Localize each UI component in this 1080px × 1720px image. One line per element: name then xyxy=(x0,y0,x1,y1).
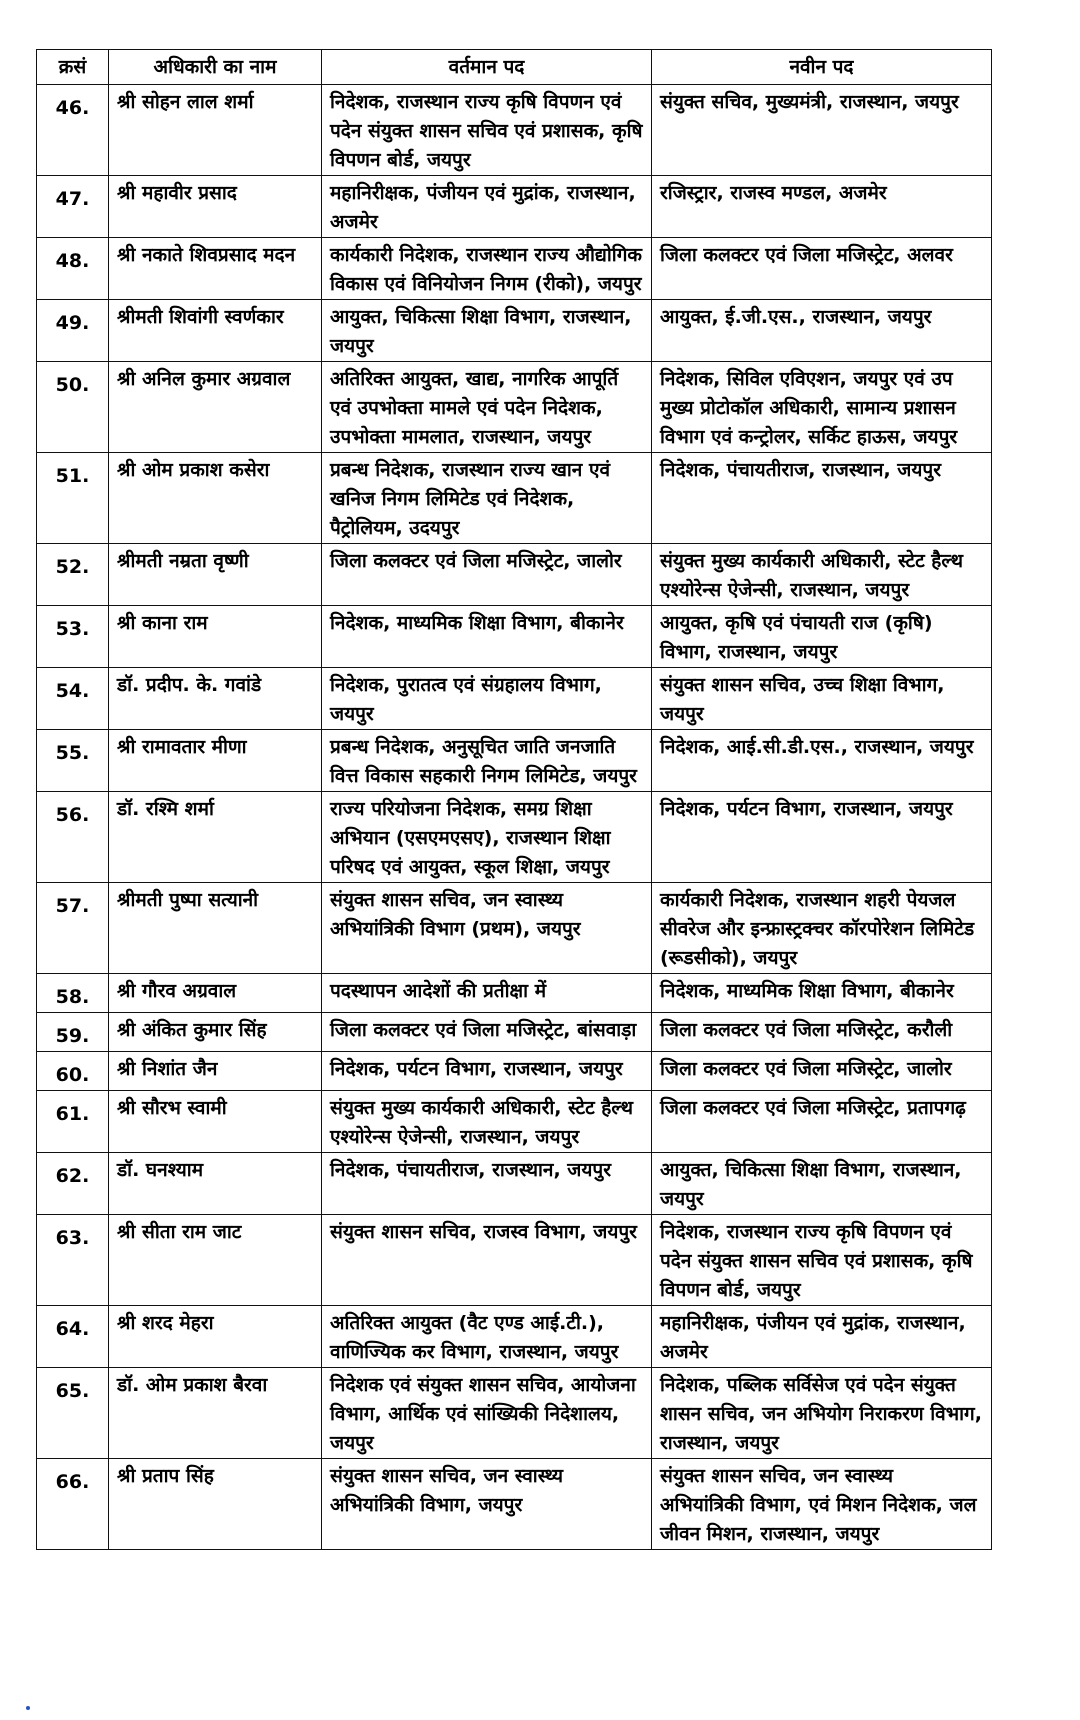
officer-name-cell: श्री नकाते शिवप्रसाद मदन xyxy=(109,238,322,300)
new-post-cell: जिला कलक्टर एवं जिला मजिस्ट्रेट, अलवर xyxy=(652,238,992,300)
serial-no-cell: 51. xyxy=(37,453,109,544)
officer-name-cell: श्रीमती नम्रता वृष्णी xyxy=(109,544,322,606)
table-row xyxy=(37,300,992,362)
table-row xyxy=(37,1306,992,1368)
serial-no-cell: 46. xyxy=(37,85,109,176)
serial-no-cell: 54. xyxy=(37,668,109,730)
new-post-cell: निदेशक, आई.सी.डी.एस., राजस्थान, जयपुर xyxy=(652,730,992,792)
new-post-cell: निदेशक, पर्यटन विभाग, राजस्थान, जयपुर xyxy=(652,792,992,883)
officer-name-cell: डॉ. घनश्याम xyxy=(109,1153,322,1215)
officer-name-cell: श्री प्रताप सिंह xyxy=(109,1459,322,1550)
current-post-cell: अतिरिक्त आयुक्त (वैट एण्ड आई.टी.), वाणिज्यिक कर विभाग, राजस्थान, जयपुर xyxy=(322,1306,652,1368)
current-post-cell: जिला कलक्टर एवं जिला मजिस्ट्रेट, जालोर xyxy=(322,544,652,606)
officer-name-cell: श्री अनिल कुमार अग्रवाल xyxy=(109,362,322,453)
new-post-cell: कार्यकारी निदेशक, राजस्थान शहरी पेयजल सीवरेज और इन्फ्रास्ट्रक्चर कॉरपोरेशन लिमिटेड (रूडसीको), जयपुर xyxy=(652,883,992,974)
current-post-cell: संयुक्त शासन सचिव, राजस्व विभाग, जयपुर xyxy=(322,1215,652,1306)
current-post-cell: संयुक्त शासन सचिव, जन स्वास्थ्य अभियांत्रिकी विभाग (प्रथम), जयपुर xyxy=(322,883,652,974)
current-post-cell: निदेशक, माध्यमिक शिक्षा विभाग, बीकानेर xyxy=(322,606,652,668)
officer-name-cell: डॉ. रश्मि शर्मा xyxy=(109,792,322,883)
new-post-cell: संयुक्त शासन सचिव, जन स्वास्थ्य अभियांत्रिकी विभाग, एवं मिशन निदेशक, जल जीवन मिशन, राजस्थान, जयपुर xyxy=(652,1459,992,1550)
serial-no-cell: 57. xyxy=(37,883,109,974)
new-post-cell: जिला कलक्टर एवं जिला मजिस्ट्रेट, प्रतापगढ़ xyxy=(652,1091,992,1153)
new-post-cell: निदेशक, पंचायतीराज, राजस्थान, जयपुर xyxy=(652,453,992,544)
table-row xyxy=(37,1013,992,1052)
current-post-cell: राज्य परियोजना निदेशक, समग्र शिक्षा अभियान (एसएमएसए), राजस्थान शिक्षा परिषद एवं आयुक्त, स्कूल शिक्षा, जयपुर xyxy=(322,792,652,883)
current-post-cell: जिला कलक्टर एवं जिला मजिस्ट्रेट, बांसवाड़ा xyxy=(322,1013,652,1052)
table-row xyxy=(37,238,992,300)
current-post-cell: संयुक्त मुख्य कार्यकारी अधिकारी, स्टेट हैल्थ एश्योरेन्स ऐजेन्सी, राजस्थान, जयपुर xyxy=(322,1091,652,1153)
table-row xyxy=(37,85,992,176)
current-post-cell: निदेशक, पर्यटन विभाग, राजस्थान, जयपुर xyxy=(322,1052,652,1091)
new-post-cell: निदेशक, सिविल एविएशन, जयपुर एवं उप मुख्य प्रोटोकॉल अधिकारी, सामान्य प्रशासन विभाग एवं कन्ट्रोलर, सर्किट हाऊस, जयपुर xyxy=(652,362,992,453)
current-post-cell: कार्यकारी निदेशक, राजस्थान राज्य औद्योगिक विकास एवं विनियोजन निगम (रीको), जयपुर xyxy=(322,238,652,300)
table-row xyxy=(37,792,992,883)
current-post-cell: निदेशक, पुरातत्व एवं संग्रहालय विभाग, जयपुर xyxy=(322,668,652,730)
header-serial-no: क्रसं xyxy=(37,50,109,85)
table-row xyxy=(37,362,992,453)
current-post-cell: प्रबन्ध निदेशक, राजस्थान राज्य खान एवं खनिज निगम लिमिटेड एवं निदेशक, पैट्रोलियम, उदयपुर xyxy=(322,453,652,544)
serial-no-cell: 52. xyxy=(37,544,109,606)
current-post-cell: निदेशक, पंचायतीराज, राजस्थान, जयपुर xyxy=(322,1153,652,1215)
current-post-cell: संयुक्त शासन सचिव, जन स्वास्थ्य अभियांत्रिकी विभाग, जयपुर xyxy=(322,1459,652,1550)
new-post-cell: संयुक्त मुख्य कार्यकारी अधिकारी, स्टेट हैल्थ एश्योरेन्स ऐजेन्सी, राजस्थान, जयपुर xyxy=(652,544,992,606)
serial-no-cell: 53. xyxy=(37,606,109,668)
current-post-cell: आयुक्त, चिकित्सा शिक्षा विभाग, राजस्थान, जयपुर xyxy=(322,300,652,362)
officer-name-cell: डॉ. ओम प्रकाश बैरवा xyxy=(109,1368,322,1459)
current-post-cell: प्रबन्ध निदेशक, अनुसूचित जाति जनजाति वित्त विकास सहकारी निगम लिमिटेड, जयपुर xyxy=(322,730,652,792)
new-post-cell: निदेशक, माध्यमिक शिक्षा विभाग, बीकानेर xyxy=(652,974,992,1013)
table-row xyxy=(37,544,992,606)
page-mark xyxy=(26,1706,30,1710)
new-post-cell: निदेशक, पब्लिक सर्विसेज एवं पदेन संयुक्त शासन सचिव, जन अभियोग निराकरण विभाग, राजस्थान, जयपुर xyxy=(652,1368,992,1459)
new-post-cell: संयुक्त शासन सचिव, उच्च शिक्षा विभाग, जयपुर xyxy=(652,668,992,730)
new-post-cell: निदेशक, राजस्थान राज्य कृषि विपणन एवं पदेन संयुक्त शासन सचिव एवं प्रशासक, कृषि विपणन बोर्ड, जयपुर xyxy=(652,1215,992,1306)
officer-name-cell: श्री सौरभ स्वामी xyxy=(109,1091,322,1153)
table-row xyxy=(37,176,992,238)
serial-no-cell: 63. xyxy=(37,1215,109,1306)
current-post-cell: अतिरिक्त आयुक्त, खाद्य, नागरिक आपूर्ति एवं उपभोक्ता मामले एवं पदेन निदेशक, उपभोक्ता मामलात, राजस्थान, जयपुर xyxy=(322,362,652,453)
table-row xyxy=(37,453,992,544)
serial-no-cell: 50. xyxy=(37,362,109,453)
current-post-cell: पदस्थापन आदेशों की प्रतीक्षा में xyxy=(322,974,652,1013)
serial-no-cell: 64. xyxy=(37,1306,109,1368)
table-row xyxy=(37,1368,992,1459)
table-row xyxy=(37,1091,992,1153)
new-post-cell: जिला कलक्टर एवं जिला मजिस्ट्रेट, जालोर xyxy=(652,1052,992,1091)
officer-name-cell: श्री निशांत जैन xyxy=(109,1052,322,1091)
table-row xyxy=(37,730,992,792)
officer-name-cell: श्री काना राम xyxy=(109,606,322,668)
table-row xyxy=(37,668,992,730)
current-post-cell: निदेशक, राजस्थान राज्य कृषि विपणन एवं पदेन संयुक्त शासन सचिव एवं प्रशासक, कृषि विपणन बोर्ड, जयपुर xyxy=(322,85,652,176)
header-row xyxy=(37,50,992,85)
serial-no-cell: 48. xyxy=(37,238,109,300)
officer-name-cell: श्री ओम प्रकाश कसेरा xyxy=(109,453,322,544)
header-officer-name: अधिकारी का नाम xyxy=(109,50,322,85)
serial-no-cell: 55. xyxy=(37,730,109,792)
table-row xyxy=(37,883,992,974)
transfer-order-table xyxy=(36,49,992,1550)
header-new-post: नवीन पद xyxy=(652,50,992,85)
officer-name-cell: श्री सोहन लाल शर्मा xyxy=(109,85,322,176)
officer-name-cell: श्री महावीर प्रसाद xyxy=(109,176,322,238)
new-post-cell: आयुक्त, ई.जी.एस., राजस्थान, जयपुर xyxy=(652,300,992,362)
officer-name-cell: श्रीमती पुष्पा सत्यानी xyxy=(109,883,322,974)
serial-no-cell: 47. xyxy=(37,176,109,238)
officer-name-cell: श्री सीता राम जाट xyxy=(109,1215,322,1306)
table-body xyxy=(37,85,992,1550)
serial-no-cell: 61. xyxy=(37,1091,109,1153)
officer-name-cell: श्रीमती शिवांगी स्वर्णकार xyxy=(109,300,322,362)
serial-no-cell: 60. xyxy=(37,1052,109,1091)
serial-no-cell: 49. xyxy=(37,300,109,362)
serial-no-cell: 66. xyxy=(37,1459,109,1550)
new-post-cell: संयुक्त सचिव, मुख्यमंत्री, राजस्थान, जयपुर xyxy=(652,85,992,176)
table-row xyxy=(37,1459,992,1550)
new-post-cell: जिला कलक्टर एवं जिला मजिस्ट्रेट, करौली xyxy=(652,1013,992,1052)
new-post-cell: महानिरीक्षक, पंजीयन एवं मुद्रांक, राजस्थान, अजमेर xyxy=(652,1306,992,1368)
officer-name-cell: श्री गौरव अग्रवाल xyxy=(109,974,322,1013)
table-row xyxy=(37,1215,992,1306)
serial-no-cell: 56. xyxy=(37,792,109,883)
serial-no-cell: 65. xyxy=(37,1368,109,1459)
officer-name-cell: श्री रामावतार मीणा xyxy=(109,730,322,792)
header-current-post: वर्तमान पद xyxy=(322,50,652,85)
current-post-cell: महानिरीक्षक, पंजीयन एवं मुद्रांक, राजस्थान, अजमेर xyxy=(322,176,652,238)
current-post-cell: निदेशक एवं संयुक्त शासन सचिव, आयोजना विभाग, आर्थिक एवं सांख्यिकी निदेशालय, जयपुर xyxy=(322,1368,652,1459)
serial-no-cell: 58. xyxy=(37,974,109,1013)
serial-no-cell: 59. xyxy=(37,1013,109,1052)
new-post-cell: आयुक्त, चिकित्सा शिक्षा विभाग, राजस्थान, जयपुर xyxy=(652,1153,992,1215)
officer-name-cell: श्री अंकित कुमार सिंह xyxy=(109,1013,322,1052)
table-row xyxy=(37,1153,992,1215)
serial-no-cell: 62. xyxy=(37,1153,109,1215)
new-post-cell: आयुक्त, कृषि एवं पंचायती राज (कृषि) विभाग, राजस्थान, जयपुर xyxy=(652,606,992,668)
new-post-cell: रजिस्ट्रार, राजस्व मण्डल, अजमेर xyxy=(652,176,992,238)
officer-name-cell: श्री शरद मेहरा xyxy=(109,1306,322,1368)
table-row xyxy=(37,1052,992,1091)
table-row xyxy=(37,974,992,1013)
table-row xyxy=(37,606,992,668)
officer-name-cell: डॉ. प्रदीप. के. गवांडे xyxy=(109,668,322,730)
